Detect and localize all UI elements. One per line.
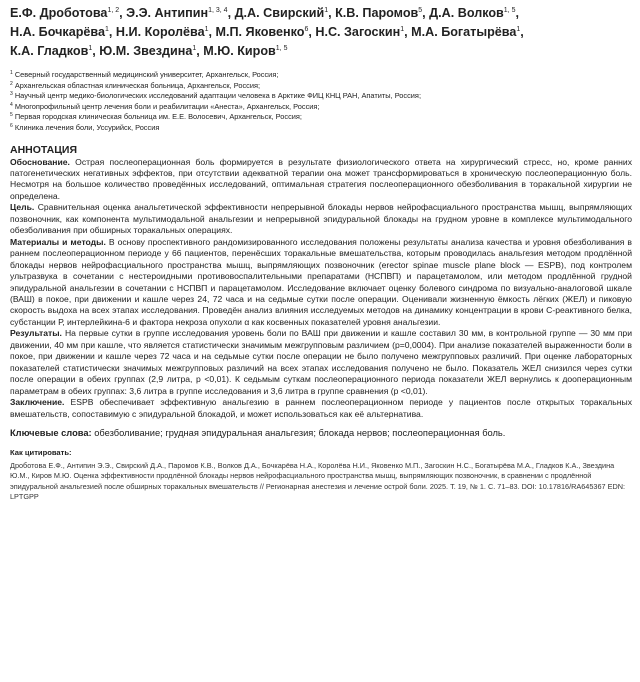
author: Э.Э. Антипин$^{1, 3, 4}$ (126, 6, 228, 20)
author: Н.И. Королёва$^1$ (115, 25, 209, 39)
keywords-text: обезболивание; грудная эпидуральная анальгезия; блокада нервов; послеоперационная боль. (94, 427, 506, 438)
abstract-paragraph-results: Результаты. На первые сутки в группе исследования уровень боли по ВАШ при движении и кашле составил 30 мм, в контрольной группе — 30 мм при движении, 40 мм при кашле, что является статистически значимым межгрупповым различием (p=0,0004). При анализе показателей выраженности боли в покое, при движении и кашле через 72 часа и на седьмые сутки после операции не было получено межгрупповых различий. При оценке лабораторных показателей статистически значимых межгрупповых различий на всех этапах исследования получено не было. Показатель ЖЕЛ снизился через сутки после операции в обеих группах (2,9 литра, p <0,01). К седьмым суткам послеоперационного периода показатели ЖЕЛ вернулись к дооперационным параметрам в обеих группах: 3,6 литра в группе исследования и 3,6 литра в группе сравнения (p <0,01). (10, 328, 632, 396)
author: М.Ю. Киров$^{1, 5}$ (203, 44, 288, 58)
affiliation-item: $^6$ Клиника лечения боли, Уссурийск, Россия (10, 122, 160, 132)
author: Е.Ф. Дроботова$^{1, 2}$ (10, 6, 120, 20)
abstract-paragraph-conclusion: Заключение. ESPB обеспечивает эффективную анальгезию в раннем послеоперационном периоде у пациентов после открытых торакальных вмешательств, сопоставимую с эпидуральной блокадой, и может использоваться как её альтернатива. (10, 397, 633, 419)
affiliation-item: $^5$ Первая городская клиническая больница им. Е.Е. Волосевич, Архангельск, Россия; (10, 112, 302, 122)
author: Д.А. Волков$^{1, 5}$ (429, 6, 516, 20)
author: К.В. Паромов$^5$ (335, 6, 423, 20)
affiliation-item: $^1$ Северный государственный медицинский университет, Архангельск, Россия; (10, 70, 279, 79)
abstract-paragraph-aim: Цель. Сравнительная оценка анальгетической эффективности непрерывной блокады нервов нейрофасциального пространства мышц, выпрямляющих позвоночник, как компонента мультимодальной анальгезии и непрерывной эпидуральной блокады на грудном уровне в комплексе мультимодального обезболивания при обширных торакальных операциях. (10, 202, 632, 236)
affiliation-item: $^2$ Архангельская областная клиническая больница, Архангельск, Россия; (10, 80, 261, 90)
author: Ю.М. Звездина$^1$ (99, 44, 197, 58)
abstract-title: АННОТАЦИЯ (10, 143, 78, 156)
affiliation-list (10, 70, 632, 134)
keywords-label: Ключевые слова: (10, 427, 92, 438)
author: Н.А. Бочкарёва$^1$ (10, 25, 109, 39)
author: М.П. Яковенко$^6$ (215, 25, 309, 39)
author: К.А. Гладков$^1$ (10, 44, 93, 58)
author: Н.С. Загоскин$^1$ (315, 25, 405, 39)
author-list: Е.Ф. Дроботова$^{1, 2}$, Э.Э. Антипин$^{1, 3, 4}$, Д.А. Свирский$^1$, К.В. Паромов$^5$, Д.А. Волков$^{1, 5}$, Н.А. Бочкарёва$^1$, Н.И. Королёва$^1$, М.П. Яковенко$^6$, Н.С. Загоскин$^1$, М.А. Богатырёва$^1$, К.А. Гладков$^1$, Ю.М. Звездина$^1$, М.Ю. Киров$^{1, 5}$ (10, 6, 524, 58)
abstract-paragraph-background: Обоснование. Острая послеоперационная боль формируется в результате физиологического ответа на хирургический стресс, но, кроме ранних патогенетических негативных эффектов, при отсутствии адекватной терапии она может трансформироваться в хроническую послеоперационную боль. Несмотря на большое количество проведённых исследований, оптимальная стратегия послеоперационного обезболивания в торакальной хирургии не определена. (10, 156, 633, 201)
keywords (10, 427, 632, 439)
author: М.А. Богатырёва$^1$ (411, 25, 521, 39)
affiliation-item: $^4$ Многопрофильный центр лечения боли и реабилитации «Анеста», Архангельск, Россия; (10, 101, 320, 111)
abstract-body (10, 157, 632, 420)
article-front-page (10, 4, 632, 503)
abstract-paragraph-methods: Материалы и методы. В основу проспективного рандомизированного исследования положены результаты анализа качества и уровня обезболивания в раннем послеоперационном периоде у 66 пациентов, перенёсших торакальные вмешательства, которым проводилась анальгезия методом продлённой блокады нервов нейрофасциального пространства мышц, выпрямляющих позвоночник (erector spinae muscle plane block — ESPB), под контролем ультразвука в сочетании с нестероидными противовоспалительными препаратами (НСПВП) и парацетамолом, или методом продлённой грудной эпидуральной анальгезии в сочетании с НСПВП и парацетамолом. Исследование включает оценку болевого синдрома по визуально-аналоговой шкале (ВАШ) в покое, при движении и кашле через 24, 72 часа и на седьмые сутки после операции. Оценивали жизненную ёмкость лёгких (ЖЕЛ) и пиковую скорость выдоха на всех этапах исследования. Проведён анализ влияния исследуемых методов на динамику концентрации в крови С-реактивного белка, субстанции Р, интерлейкина-6 и фактора некроза опухоли α как косвенных показателей уровня анальгезии. (10, 236, 632, 327)
citation-label: Как цитировать: (10, 447, 72, 457)
author: Д.А. Свирский$^1$ (234, 6, 329, 20)
citation-text: Дроботова Е.Ф., Антипин Э.Э., Свирский Д.А., Паромов К.В., Волков Д.А., Бочкарёва Н.А., Королёва Н.И., Яковенко М.П., Загоскин Н.С., Богатырёва М.А., Гладков К.А., Звездина Ю.М., Киров М.Ю. Оценка эффективности продлённой блокады нервов нейрофасциального пространства мышц, выпрямляющих позвоночник, в сравнении с продлённой эпидуральной анальгезией после обширных торакальных вмешательств // Регионарная анестезия и лечение острой боли. 2025. Т. 19, № 1. С. 71–83. DOI: 10.17816/RA645367 EDN: LPTGPP (10, 460, 626, 502)
affiliation-item: $^3$ Научный центр медико-биологических исследований адаптации человека в Арктике ФИЦ КНЦ РАН, Апатиты, Россия; (10, 91, 421, 101)
